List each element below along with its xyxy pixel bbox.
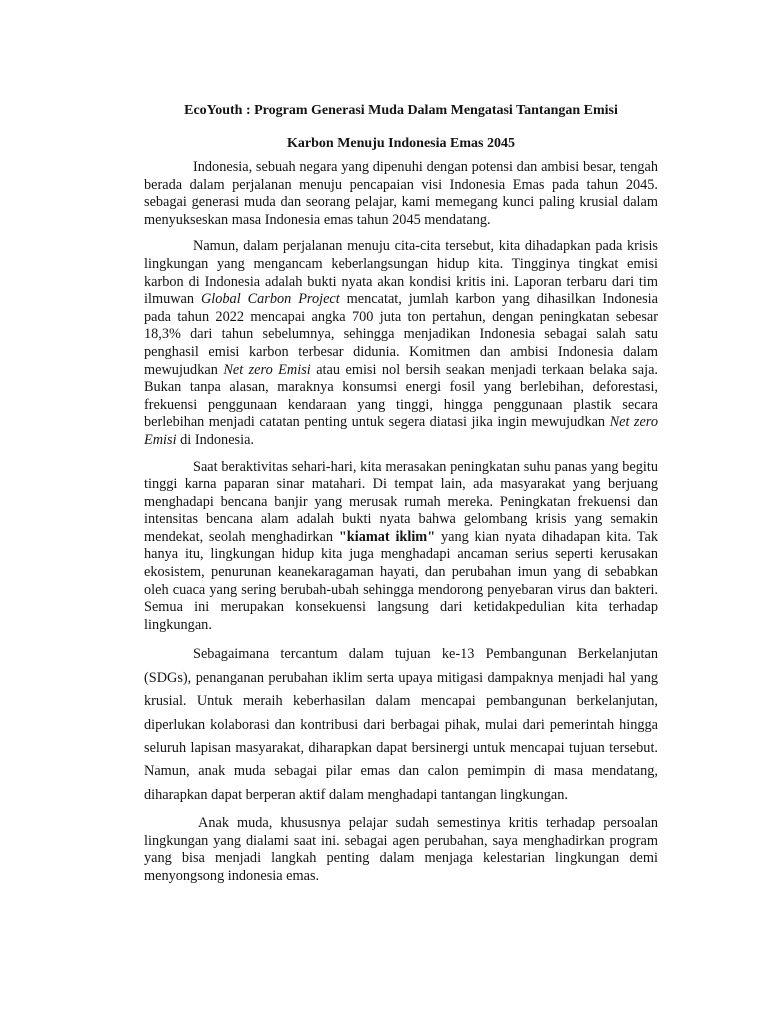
paragraph-text: Namun, dalam perjalanan menuju cita-cita tersebut, kita dihadapkan pada krisis lingkungan yang mengancam keberlangsungan hidup kita. Tingginya tingkat emisi karbon di Indonesia adalah bukti nyata akan kondisi kritis ini. Laporan terbaru dari tim ilmuwan — [144, 238, 658, 308]
paragraph-text: mencatat, jumlah karbon yang dihasilkan Indonesia pada tahun 2022 mencapai angka 700 juta ton pertahun, dengan peningkatan sebesar 18,3% dari tahun sebelumnya, sehingga menjadikan Indonesia sebagai salah satu penghasil emisi karbon terbesar didunia. Komitmen dan ambisi Indonesia dalam mewujudkan — [144, 291, 658, 378]
paragraph-sdgs: Sebagaimana tercantum dalam tujuan ke-13 Pembangunan Berkelanjutan (SDGs), penanganan perubahan iklim serta upaya mitigasi dampaknya menjadi hal yang krusial. Untuk meraih keberhasilan dalam mencapai pembangunan berkelanjutan, diperlukan kolaborasi dan kontribusi dari berbagai pihak, mulai dari pemerintah hingga seluruh lapisan masyarakat, diharapkan dapat bersinergi untuk mencapai tujuan tersebut. Namun, anak muda sebagai pilar emas dan calon pemimpin di masa mendatang, diharapkan dapat berperan aktif dalam menghadapi tantangan lingkungan. — [144, 646, 658, 803]
document-title-line-2: Karbon Menuju Indonesia Emas 2045 — [287, 136, 515, 151]
bold-term: "kiamat iklim" — [338, 528, 436, 545]
paragraph-text: di Indonesia. — [176, 431, 255, 448]
paragraph-emission-crisis — [144, 238, 658, 449]
document-page — [144, 101, 658, 895]
paragraph-text: yang kian nyata dihadapan kita. Tak hanya itu, lingkungan hidup kita juga menghadapi ancaman serius seperti kerusakan ekosistem, penurunan keanekaragaman hayati, dan perubahan imun yang di sebabkan oleh cuaca yang sering berubah-ubah sehingga mendorong penyebaran virus dan bakteri. Semua ini merupakan konsekuensi langsung dari ketidakpedulian kita terhadap lingkungan. — [144, 528, 659, 633]
paragraph-text: atau emisi nol bersih seakan menjadi terkaan belaka saja. Bukan tanpa alasan, maraknya konsumsi energi fosil yang berlebihan, deforestasi, frekuensi penggunaan kendaraan yang tinggi, hingga penggunaan plastik secara berlebihan menjadi catatan penting untuk segera diatasi jika ingin mewujudkan — [144, 361, 658, 431]
paragraph-daily-impact — [144, 459, 658, 635]
paragraph-intro: Indonesia, sebuah negara yang dipenuhi dengan potensi dan ambisi besar, tengah berada dalam perjalanan menuju pencapaian visi Indonesia Emas pada tahun 2045. sebagai generasi muda dan seorang pelajar, kami memegang kunci paling krusial dalam menyukseskan masa Indonesia emas tahun 2045 mendatang. — [144, 159, 658, 228]
italic-term: Global Carbon Project — [200, 291, 340, 308]
italic-term: Net zero Emisi — [223, 361, 311, 378]
paragraph-youth-role: Anak muda, khususnya pelajar sudah semestinya kritis terhadap persoalan lingkungan yang dialami saat ini. sebagai agen perubahan, saya menghadirkan program yang bisa menjadi langkah penting dalam menjaga kelestarian lingkungan demi menyongsong indonesia emas. — [144, 815, 658, 885]
paragraph-text: Saat beraktivitas sehari-hari, kita merasakan peningkatan suhu panas yang begitu tinggi karna paparan sinar matahari. Di tempat lain, ada masyarakat yang berjuang menghadapi bencana banjir yang merusak rumah mereka. Peningkatan frekuensi dan intensitas bencana alam adalah bukti nyata bahwa gelombang krisis yang semakin mendekat, seolah menghadirkan — [144, 458, 658, 545]
document-title-line-1: EcoYouth : Program Generasi Muda Dalam Mengatasi Tantangan Emisi — [184, 103, 618, 118]
italic-term: Net zero Emisi — [144, 414, 658, 448]
